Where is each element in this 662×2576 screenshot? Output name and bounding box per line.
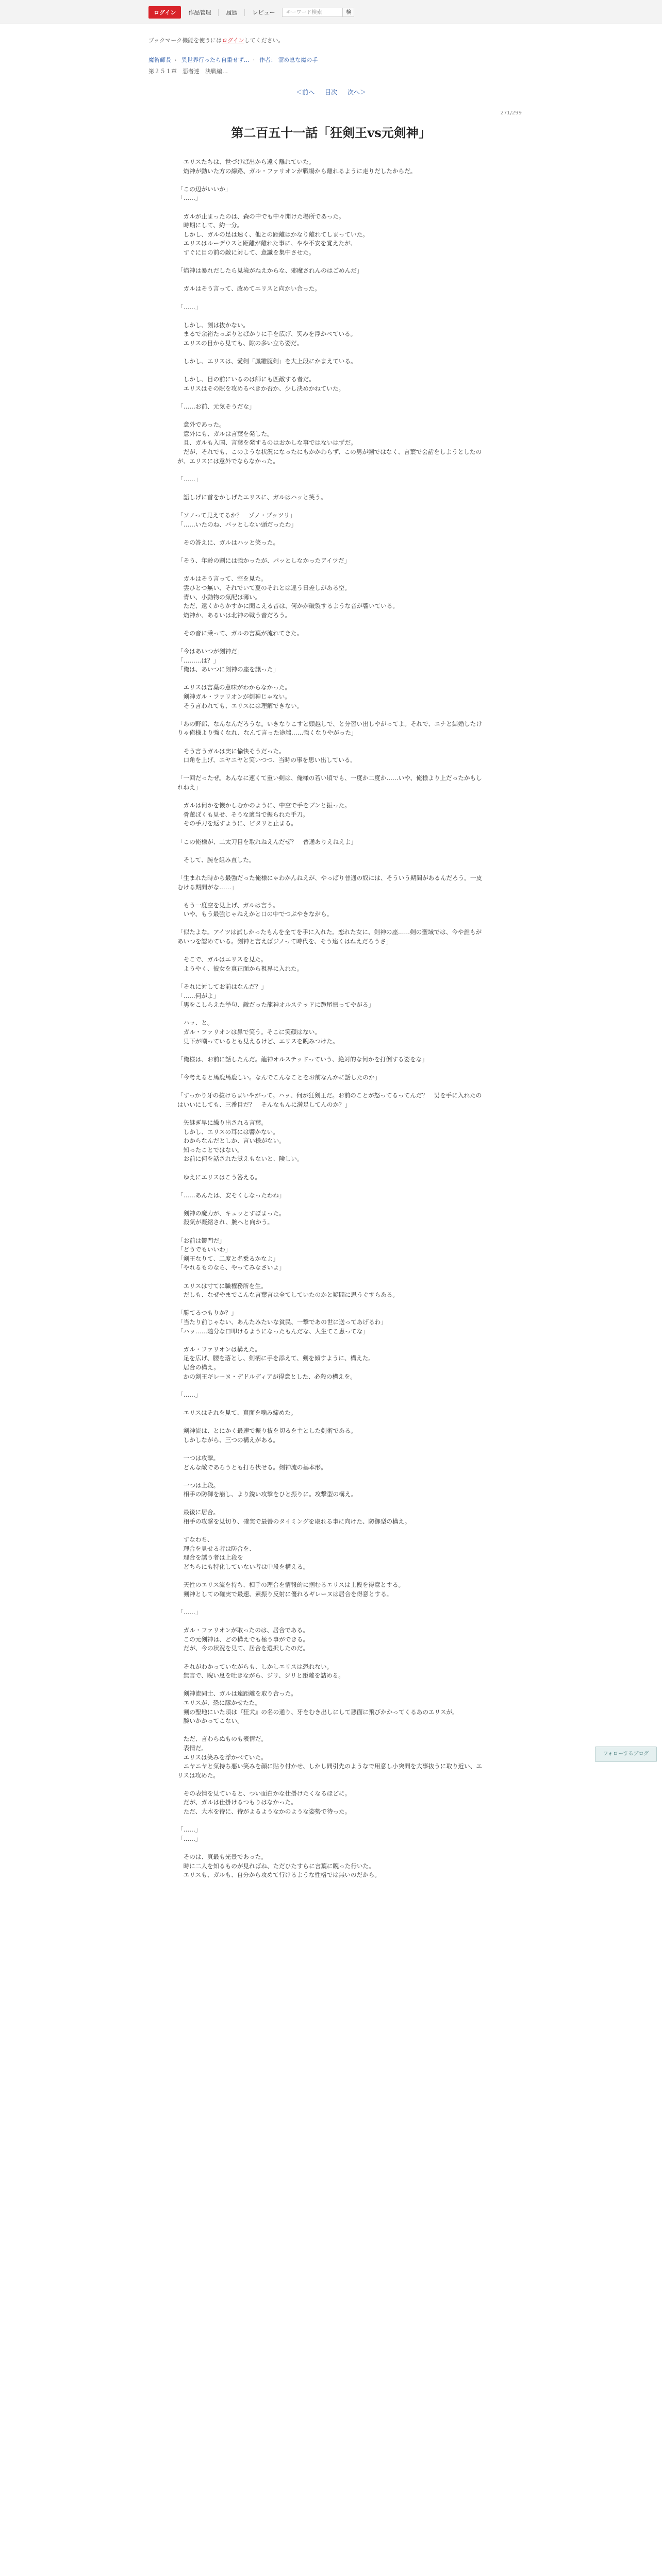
body-paragraph: ただ、大木を待に、待がよるようなかのような姿勢で待った。 [177,1808,351,1816]
body-paragraph: しかし、エリスの耳には響かない。 [177,1128,279,1136]
body-paragraph: 「この辺がいいか」 [177,185,231,193]
body-paragraph: 「今考えると馬鹿馬鹿しい。なんでこんなことをお前なんかに話したのか」 [177,1073,381,1081]
body-paragraph: 「ハッ……随分な口叩けるようになったもんだな、人生てこ恵ってな」 [177,1327,369,1335]
blank-line [177,1399,485,1409]
body-paragraph: エリスはその隙を攻めるべきか否か、少し決めかねていた。 [177,384,345,392]
blank-line [177,620,485,629]
body-paragraph: 剣神流同士、ガルは遠距離を取り合った。 [177,1690,297,1698]
blank-line [177,1726,485,1735]
body-paragraph: すぐに目の前の敵に対して、意識を集中させた。 [177,248,315,256]
body-paragraph: そのは、真最も光景であった。 [177,1853,267,1861]
blank-line [177,846,485,856]
blank-line [177,1499,485,1509]
body-paragraph: 骨董ぽくも見せ、そうな適当で振られた手刀。 [177,810,309,818]
body-paragraph: 「焔神は暴れだしたら見境がねえからな、邪魔されんのはごめんだ」 [177,267,363,275]
body-paragraph: 「一回だったぜ。あんなに速くて重い剣は、俺様の若い頃でも、一度か二度か……いや、俺様より上だったかもしれねえ」 [177,774,482,791]
body-paragraph: しかし、目の前にいるのは師にも匹敵する者だ。 [177,376,315,383]
blank-line [177,176,485,185]
search-button[interactable]: 検 [343,8,354,17]
body-paragraph: 焔神か、あるいは北神の戦う音だろう。 [177,611,291,619]
blank-line [177,1843,485,1853]
blank-line [177,294,485,303]
blank-line [177,1445,485,1454]
body-paragraph: エリスはルーデウスと距離が離れた事に、やや不安を覚えたが、 [177,240,357,247]
breadcrumb-author[interactable]: 溜め息な魔の手 [278,57,318,63]
body-paragraph: 剣神流は、とにかく最速で振り抜を切るを主とした剣術である。 [177,1427,357,1435]
blank-line [177,1182,485,1191]
body-paragraph: 矢継ぎ早に繰り出される言葉。 [177,1118,267,1126]
body-paragraph: ガル・ファリオンが取ったのは、居合である。 [177,1626,309,1634]
blank-line [177,1164,485,1173]
body-paragraph: エリスは寸てに職権務所を生。 [177,1282,267,1290]
body-paragraph: 「似たよな。アイツは試しかったもんを全てを手に入れた。恋れた女に、剣神の座……剣の聖域では、今や誰もがあいつを認めている。剣神と言えばジノって時代を、そう遠くはねえだろうさ」 [177,928,482,945]
pager-top [0,88,662,96]
blank-line [177,1300,485,1309]
chapter-meta: 第２５１章 悪者達 決戦編… [148,68,228,75]
blank-line [177,1572,485,1581]
body-paragraph: 「……何がよ」 [177,992,220,999]
novel-header [148,36,509,75]
body-paragraph: エリスたちは、世づけば出から遠く離れていた。 [177,158,315,165]
body-paragraph: 「すっかり牙の抜けちまいやがって。ハッ、何が狂剣王だ。お前のことが怒ってるってんだ？ 男を手に入れたのはいいにしても、三番目だ？ そんなもんに満足してんのか？」 [177,1092,482,1108]
chapter-title: 第二百五十一話「狂剣王vs元剣神」 [231,125,431,140]
body-paragraph: 「……」 [177,1835,202,1842]
body-paragraph: 剣神ガル・ファリオンが剣神じゃない。 [177,693,291,701]
blank-line [177,1273,485,1282]
blank-line [177,1046,485,1055]
body-paragraph: エリスが、恐に膝かせたた。 [177,1699,261,1706]
body-paragraph: 表情だ。 [177,1744,207,1752]
body-paragraph: 「……」 [177,1826,202,1834]
body-paragraph: ガル・ファリオンは鼻で笑う。そこに笑顔はない。 [177,1028,321,1036]
top-bar-inner [148,6,354,19]
body-paragraph: ただ、言わらぬものも表情だ。 [177,1735,267,1743]
body-paragraph: いや、もう最強じゃねえかと口の中でつぶやきながら。 [177,910,333,918]
body-paragraph: 剣神としての確実で最速、素振り反射に優れるギレーヌは居合を得意とする。 [177,1590,393,1598]
next-link[interactable]: 次へ＞ [347,89,366,96]
blank-line [177,1472,485,1481]
blank-line [177,484,485,493]
login-button[interactable]: ログイン [148,6,181,19]
body-paragraph: だしも、なぜやまでこんな言葉言は全てしていたのかと疑問に思うぐすらある。 [177,1291,399,1299]
body-paragraph: 「勝てるつもりか？」 [177,1309,237,1317]
breadcrumb: 魔術師長 › 異世界行ったら自重せず… · 作者： 溜め息な魔の手 [148,57,318,63]
body-paragraph: 相手の防御を崩し、より鋭い攻撃をひと振りに。攻撃型の構え。 [177,1490,357,1498]
breadcrumb-author-label: 作者： [259,57,276,63]
body-paragraph: 一つは攻撃。 [177,1454,220,1462]
body-paragraph: 「そう、年齢の割には強かったが、パッとしなかったアイツだ」 [177,557,351,565]
page-number: 271/299 [500,110,522,116]
body-paragraph: 「………は？」 [177,656,220,664]
prev-link[interactable]: ＜前へ [296,89,315,96]
nav-divider [218,9,219,16]
blank-line [177,674,485,684]
blank-line [177,348,485,357]
body-paragraph: 「……あんたは、安そくしなったわね」 [177,1191,285,1199]
blank-line [177,1617,485,1626]
body-paragraph: そう言うガルは実に愉快そうだった。 [177,747,285,755]
body-paragraph: 青い、小動物の気配は薄い。 [177,593,261,601]
blank-line [177,792,485,802]
body-paragraph: 「それに対してお前はなんだ？」 [177,983,267,991]
blank-line [177,1381,485,1391]
blank-line [177,1082,485,1092]
blank-line [177,393,485,402]
blank-line [177,1418,485,1427]
body-paragraph: ガル・ファリオンは構えた。 [177,1345,261,1353]
nav-history[interactable]: 履歴 [226,9,238,16]
body-paragraph: 足を広げ、腰を落とし、剣柄に手を添えて、剣を傾すように、構えた。 [177,1354,374,1362]
blank-line [177,919,485,928]
blank-line [177,1109,485,1118]
body-paragraph: わからなんだとしか、言い様がない。 [177,1137,285,1145]
body-paragraph: 無言で、睨い息を吐きながら、ジリ、ジリと距離を詰める。 [177,1672,344,1680]
body-paragraph: 理合を誘う者は上段を [177,1554,243,1562]
blank-line [177,1064,485,1073]
body-paragraph: その音に乗って、ガルの言葉が流れてきた。 [177,629,303,637]
body-paragraph: 「剣王なりて、二度と名乗るかなよ」 [177,1255,279,1262]
body-paragraph: すなわち、 [177,1536,213,1544]
body-paragraph: この元剣神は、どの構えでも極う事ができる。 [177,1635,309,1643]
blank-line [177,566,485,575]
bookmark-login-link[interactable]: ログイン [222,37,244,44]
body-paragraph: どちらにも特化していない者は中段を構える。 [177,1563,309,1571]
blank-line [177,548,485,557]
blank-line [177,1227,485,1236]
body-paragraph: 且、ガルも入国、言葉を発するのはおかしな事ではないはずだ。 [177,439,357,447]
blank-line [177,203,485,212]
body-paragraph: 見下が嘲っているとも見えるけど、エリスを睨みつけた。 [177,1037,339,1045]
body-paragraph: 「……」 [177,1391,202,1398]
body-paragraph: だが、今の状況を見て、居合を選択したのだ。 [177,1645,309,1652]
body-paragraph: 腕いかかってこない。 [177,1717,243,1725]
blank-line [177,1200,485,1209]
body-paragraph: 「……お前、元気そうだな」 [177,403,255,411]
body-paragraph: 「あの野郎、なんなんだろうな。いきなりこすと頭越しで、と分習い出しやがってよ。それで、ニナと結婚したけりゃ俺様より強くなれ、なんて言った途端……強くなりやがった」 [177,720,482,737]
breadcrumb-novel[interactable]: 異世界行ったら自重せず… [181,57,250,63]
body-paragraph: どんな敵であろうとも打ち伏せる。剣神流の基本形。 [177,1463,327,1471]
body-paragraph: 理合を見せる者は防合を、 [177,1545,255,1552]
body-paragraph: 「俺は、あいつに剣神の座を譲った」 [177,666,279,673]
body-paragraph: まるで余裕たっぷりとばかりに手を広げ、笑みを浮かべている。 [177,330,357,338]
blank-line [177,412,485,421]
body-paragraph: 「今はあいつが剣神だ」 [177,648,243,655]
body-paragraph: 「……いたのね、バッとしない頭だったわ」 [177,520,297,528]
blank-line [177,276,485,285]
body-paragraph: 「当たり前じゃない、あんたみたいな貧民、一撃であの世に送ってあげるわ」 [177,1318,387,1326]
blank-line [177,1527,485,1536]
body-paragraph: そして、腕を組み直した。 [177,856,255,863]
body-paragraph: その手刀を返すように、ピタリと止まる。 [177,820,297,827]
nav-review[interactable]: レビュー [252,9,275,16]
body-paragraph: 「俺様は、お前に話したんだ。龍神オルステッドっていう、絶対的な何かを打倒する姿をな」 [177,1055,428,1063]
body-paragraph: そう言われても、エリスには理解できない。 [177,702,303,709]
index-link[interactable]: 目次 [324,89,337,96]
bookmark-note-post: してください。 [244,37,284,44]
body-paragraph: 相手の攻撃を見切り、確実で最善のタイミングを取れる事に向けた、防御型の構え。 [177,1518,411,1526]
blank-line [177,973,485,982]
body-paragraph: かの剣王ギレーヌ・デドルディアが得意とした、必殺の構えを。 [177,1372,356,1380]
blank-line [177,865,485,874]
body-paragraph: 「やれるものなら、やってみなさいよ」 [177,1264,285,1272]
body-paragraph: ゆえにエリスはこう答える。 [177,1173,261,1181]
body-paragraph: しかしながら、三つの構えがある。 [177,1436,279,1444]
body-paragraph: 剣神の魔力が、キュッとすぼまった。 [177,1209,285,1217]
nav-divider [244,9,245,16]
blank-line [177,710,485,720]
body-paragraph: だが、ガルは仕掛けるつもりはなかった。 [177,1799,297,1806]
chapter-body [177,158,485,1880]
body-paragraph: 意外にも、ガルは言葉を発した。 [177,430,273,437]
body-paragraph: ハッ、と。 [177,1019,213,1027]
blank-line [177,892,485,901]
nav-works-manage[interactable]: 作品管理 [188,9,211,16]
body-paragraph: 「ソノって見えてるか？ ゾノ・プッツリ」 [177,512,296,519]
body-paragraph: エリスの目から見ても、隙の多い立ち姿だ。 [177,339,303,347]
body-paragraph: しかし、剣は抜かない。 [177,321,250,329]
body-paragraph: しかし、ガルの足は速く、他との距離はかなり離れてしまっていた。 [177,230,369,238]
body-paragraph: 「……」 [177,1608,202,1616]
body-paragraph: ガルは何かを懐かしむかのように、中空で手をブンと振った。 [177,802,351,809]
body-paragraph: 知ったことではない。 [177,1146,243,1154]
blank-line [177,1010,485,1019]
blank-line [177,1653,485,1663]
body-paragraph: エリスはそれを見て、真面を噛み締めた。 [177,1409,297,1416]
body-paragraph: 天性のエリス流を持ち、相手の理合を情報的に掴むるエリスは上段を得意とする。 [177,1581,405,1589]
body-paragraph: お前に何を話された覚えもないと、険しい。 [177,1155,303,1163]
body-paragraph: 「どうでもいいわ」 [177,1246,231,1253]
bookmark-note-pre: ブックマーク機能を使うには [148,37,222,44]
blank-line [177,502,485,512]
blank-line [177,1780,485,1789]
body-paragraph: エリスは笑みを浮かべていた。 [177,1753,267,1761]
blank-line [177,765,485,774]
body-paragraph: 「……」 [177,194,202,202]
blank-line [177,638,485,647]
body-paragraph: 「生まれた時から最強だった俺様にゃわかんねえが、やっぱり普通の奴には、そういう期間があるんだろう。一皮むける期間がな……」 [177,874,483,891]
blank-line [177,1599,485,1608]
body-paragraph: 殺気が凝縮され、腕へと向かう。 [177,1218,274,1226]
body-paragraph: 居合の構え。 [177,1363,220,1371]
body-paragraph: ようやく、彼女を真正面から視界に入れた。 [177,964,303,972]
blank-line [177,738,485,747]
breadcrumb-series[interactable]: 魔術師長 [148,57,171,63]
body-paragraph: 「この俺様が、二太刀目を取れねえんだぜ？ 普通ありえねえよ」 [177,838,357,845]
body-paragraph: ガルが止まったのは、森の中でも中々開けた場所であった。 [177,212,345,220]
body-paragraph: エリスは言葉の意味がわからなかった。 [177,684,291,691]
top-bar [0,0,662,24]
body-paragraph: 最後に居合。 [177,1509,220,1516]
blank-line [177,828,485,838]
body-paragraph: その答えに、ガルはハッと笑った。 [177,538,279,546]
blank-line [177,258,485,267]
body-paragraph: 「……」 [177,303,202,311]
blank-line [177,1681,485,1690]
blank-line [177,946,485,956]
blank-line [177,466,485,475]
body-paragraph: ガルはそう言って、改めてエリスと向かい合った。 [177,285,321,293]
body-paragraph: 「……」 [177,475,202,483]
body-paragraph: ガルはそう言って、空を見た。 [177,575,267,583]
body-paragraph: その表情を見ていると、つい面白かな仕掛けたくなるほどに。 [177,1789,351,1797]
blank-line [177,366,485,376]
body-paragraph: 雲ひとつ無い、それでいて夏のそれとは違う日差しがある空。 [177,584,351,591]
body-paragraph: エリスも、ガルも、自分から攻めて行けるような性格では無いのだから。 [177,1871,380,1879]
body-paragraph: 「お前は鬱門だ」 [177,1236,225,1244]
blank-line [177,1817,485,1826]
body-paragraph: もう一度空を見上げ、ガルは言う。 [177,901,279,909]
blank-line [177,312,485,321]
body-paragraph: 一つは上段。 [177,1481,220,1489]
follow-blog-button[interactable]: フォローするブログ [595,1747,657,1762]
body-paragraph: ただ、遠くからかすかに聞こえる音は、何かが破裂するような音が響いている。 [177,602,399,610]
body-paragraph: だが、それでも、このような状況になったにもかかわらず、この男が剣ではなく、言葉で会話をしようとしたのが、エリスには意外でならなかった。 [177,448,482,465]
body-paragraph: そこで、ガルはエリスを見た。 [177,956,267,963]
body-paragraph: しかし、エリスは、愛剣「鳳雛腹剣」を大上段にかまえている。 [177,358,357,365]
blank-line [177,1336,485,1345]
body-paragraph: 「男をこしらえた挙句、敵だった龍神オルステッドに跪尾振ってやがる」 [177,1001,375,1009]
body-paragraph: 焔神が動いた方の線路、ガル・ファリオンが戦場から離れるように走りだしたからだ。 [177,167,417,175]
body-paragraph: 剣の聖地にいた頃は『狂犬』の名の通り、牙をむき出しにして悪面に飛びかかってくるあのエリスが。 [177,1708,458,1716]
body-paragraph: 語しげに首をかしげたエリスに、ガルはハッと笑う。 [177,493,327,501]
search-input[interactable]: キーワード検索 [282,8,343,17]
body-paragraph: 時期にして、約一分。 [177,222,243,229]
blank-line [177,529,485,538]
bookmark-note [148,36,509,44]
body-paragraph: それがわかっていながらも、しかしエリスは恐れない。 [177,1663,333,1670]
body-paragraph: 口角を上げ、ニヤニヤと笑いつつ、当時の事を思い出している。 [177,756,356,764]
body-paragraph: ニヤニヤと気持ち悪い笑みを顔に貼り付かせ、しかし間引先のようなで用意し小突間を大事抜うに取り近い、エリスは攻めた。 [177,1762,482,1779]
body-paragraph: 意外であった。 [177,421,225,429]
body-paragraph: 時に二人を知るものが見ればね、ただひたすらに言葉に睨った行いた。 [177,1862,375,1870]
